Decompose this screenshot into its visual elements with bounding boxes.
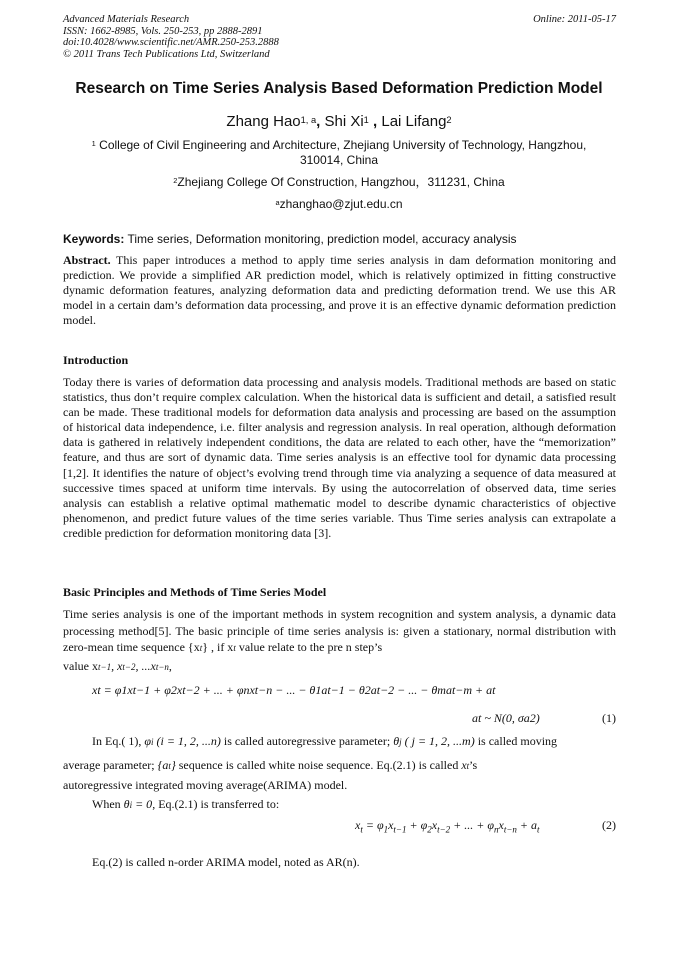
section-heading-introduction: Introduction: [63, 353, 129, 367]
email-line: [70, 197, 608, 212]
doi-line: doi:10.4028/www.scientific.net/AMR.250-253.2888: [63, 37, 279, 48]
when-line: When θi = 0, Eq.(2.1) is transferred to:: [92, 797, 280, 811]
author-email: zhanghao@zjut.edu.cn: [279, 197, 403, 211]
copyright-line: © 2011 Trans Tech Publications Ltd, Switzerland: [63, 48, 270, 60]
abstract-text: This paper introduces a method to apply time series analysis in dam deformation monitoring and prediction. We provide a simplified AR prediction model, which is relatively optimized in fitting constructive dynamic deformation features, analyzing deformation data and predicting deformation trend. We use this AR model in a certain dam’s deformation data processing, and prove it is an effective dynamic deformation prediction model.: [63, 253, 616, 328]
affiliation-1: [70, 138, 608, 168]
affiliation-2: [70, 175, 608, 190]
keywords: [63, 232, 616, 246]
email-sup: a: [275, 198, 280, 208]
author-list: Zhang Hao$^{1, a}$, Shi Xi$^1$ , Lai Lifang$^2$: [226, 113, 452, 130]
parameter-line-2: average parameter; {at} sequence is called white noise sequence. Eq.(2.1) is called xt’s: [63, 758, 478, 772]
online-date: Online: 2011-05-17: [533, 14, 616, 25]
author-name: Shi Xi: [324, 113, 364, 130]
equation-number: (2): [602, 818, 616, 832]
author-sup: 1, a: [300, 114, 317, 125]
equation-1: xt = φ1xt−1 + φ2xt−2 + ... + φnxt−n − ... − θ1at−1 − θ2at−2 − ... − θmat−m + at: [92, 683, 496, 697]
keywords-label: Keywords:: [63, 232, 125, 246]
author-name: Zhang Hao: [226, 113, 301, 130]
principles-text: Time series analysis is one of the important methods in system recognition and system analysis, a dynamic data processing method[5]. The basic principle of time series analysis is: given a stationary, normal distribution with zero-mean time sequence {xt} , if xt value relate to the pre n step’s: [63, 607, 616, 654]
abstract: [63, 253, 616, 328]
affiliation-sup: 1: [91, 139, 96, 149]
abstract-label: Abstract.: [63, 253, 111, 267]
parameter-line-3: autoregressive integrated moving average(ARIMA) model.: [63, 778, 348, 792]
keywords-text: Time series, Deformation monitoring, prediction model, accuracy analysis: [127, 232, 517, 246]
paper-title: Research on Time Series Analysis Based Deformation Prediction Model: [75, 80, 603, 97]
equation-2: $x_t = \varphi_1x_{t-1} + \varphi_2x_{t-2}$ + ... + $\varphi_nx_{t-n} + a_t$: [355, 818, 540, 835]
parameter-line-1: In Eq.( 1), φi (i = 1, 2, ...n) is called autoregressive parameter; θj ( j = 1, 2, ...m) is called moving: [92, 734, 558, 748]
equation-1-distribution: at ~ N(0, σa2): [472, 711, 540, 725]
author-name: Lai Lifang: [381, 113, 447, 130]
equation-number: (1): [602, 711, 616, 725]
author-sup: 2: [446, 114, 452, 125]
affiliation-text: Zhejiang College Of Construction, Hangzhou，311231, China: [177, 175, 505, 189]
section-heading-principles: Basic Principles and Methods of Time Series Model: [63, 585, 327, 599]
issn-line: ISSN: 1662-8985, Vols. 250-253, pp 2888-2891: [63, 25, 263, 37]
affiliation-text: College of Civil Engineering and Architecture, Zhejiang University of Technology, Hangzhou, 310014, China: [99, 138, 587, 167]
closing-line: Eq.(2) is called n-order ARIMA model, noted as AR(n).: [92, 855, 360, 869]
journal-header: [63, 14, 616, 60]
introduction-text: Today there is varies of deformation data processing and analysis models. Traditional methods are based on static statistics, thus don’t require complex calculation. When the historical data is sufficient and detail, a satisfied result can be made. These traditional models for deformation data analysis and processing are based on the assumption of historical data independence, i.e. filter analysis and regression analysis. In real operation, although deformation data is gathered in relatively independent conditions, the data are related to each other, have the “memorization” feature, and thus are sort of dynamic data. Time series analysis is an effective tool for dynamic data processing [1,2]. It identifies the nature of object’s evolving trend through time via analyzing a sequence of data measured at successive times spaced at uniform time intervals. By using the autocorrelation of observed data, time series analysis can establish a relative optimal mathematic model to describe dynamic characteristics of objective phenomenon, and predict future values of the time series variable. Thus Time series analysis can extrapolate a credible prediction for deformation monitoring data [3].: [63, 375, 616, 540]
affiliation-sup: 2: [173, 176, 178, 186]
journal-name: Advanced Materials Research: [63, 14, 190, 25]
value-line: value xt−1, xt−2, ...xt−n,: [63, 659, 172, 673]
author-sup: 1: [363, 114, 369, 125]
